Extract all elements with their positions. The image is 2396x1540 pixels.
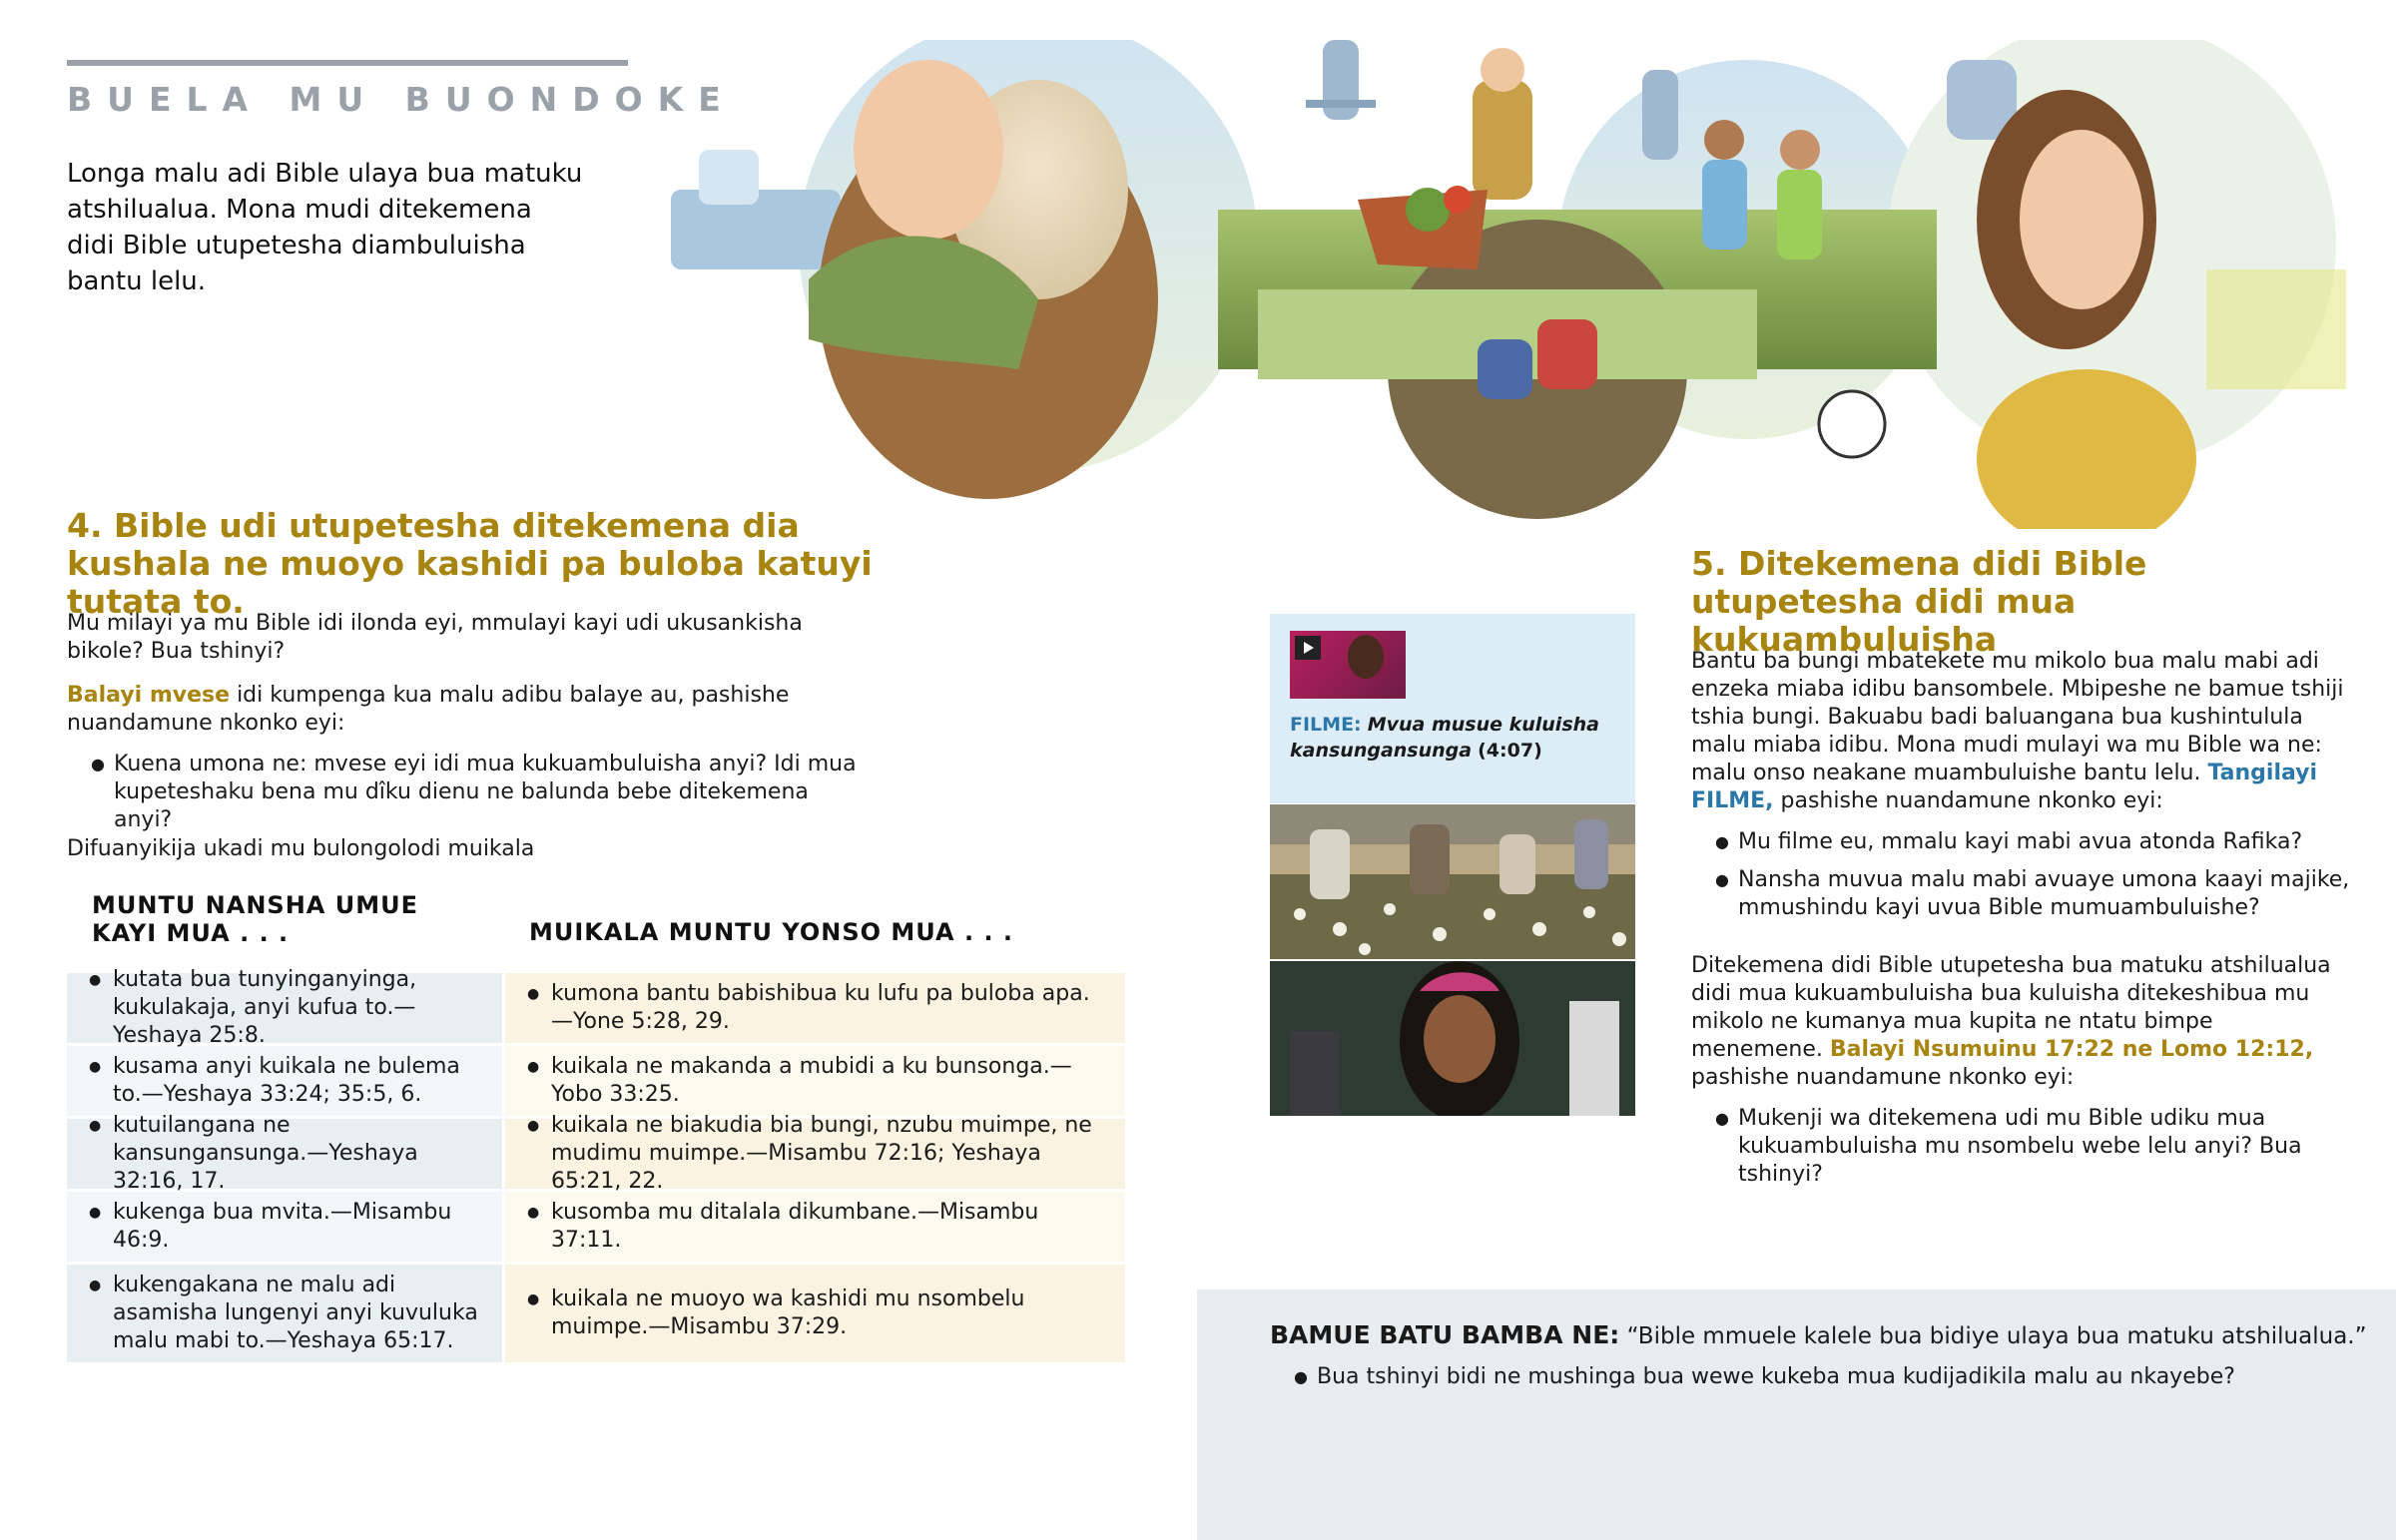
- intro-text: Longa malu adi Bible ulaya bua matuku atshilualua. Mona mudi ditekemena didi Bible utupetesha diambuluisha bantu lelu.: [67, 159, 583, 296]
- rafika-photo: [1270, 961, 1635, 1116]
- video-thumbnail-face: [1348, 635, 1384, 679]
- table-cell: ● kutata bua tunyinganyinga, kukulakaja, anyi kufua to.—Yeshaya 25:8.: [87, 966, 488, 1050]
- some-say-bullets: [1270, 1363, 2368, 1391]
- section-4-heading-line1: 4. Bible udi utupetesha ditekemena dia: [67, 506, 800, 545]
- table-col1-header: MUNTU NANSHA UMUE KAYI MUA . . .: [92, 891, 418, 947]
- some-say-label: BAMUE BATU BAMBA NE:: [1270, 1320, 1620, 1349]
- section-5-paragraph-1: [1691, 648, 2350, 815]
- section-5-heading: 5. Ditekemena didi Bible utupetesha didi mua kukuambuluisha: [1691, 544, 2147, 659]
- section-title: BUELA MU BUONDOKE: [67, 80, 736, 119]
- list-item: ● Mukenji wa ditekemena udi mu Bible udiku mua kukuambuluisha mu nsombelu webe lelu anyi? Bua tshinyi?: [1691, 1105, 2350, 1189]
- read-scriptures-link[interactable]: Balayi mvese: [67, 683, 231, 708]
- table-row: [67, 1192, 1125, 1262]
- video-title: Mvua musue kuluisha kansungansunga: [1290, 714, 1599, 762]
- table-cell: ● kutuilangana ne kansungansunga.—Yeshaya 32:16, 17.: [87, 1112, 488, 1196]
- para2-rest: pashishe nuandamune nkonko eyi:: [1691, 1065, 2075, 1090]
- list-item: ● Bua tshinyi bidi ne mushinga bua wewe kukeba mua kudijadikila malu au nkayebe?: [1270, 1363, 2368, 1391]
- list-item: ● Kuena umona ne: mvese eyi idi mua kukuambuluisha anyi? Idi mua kupeteshaku bena mu dîku dienu ne balunda bebe ditekemena anyi?: [67, 751, 866, 834]
- table-row: [67, 967, 1125, 1048]
- read-instruction-rest: idi kumpenga kua malu adibu balaye au, pashishe nuandamune nkonko eyi:: [67, 683, 790, 736]
- table-caption: Difuanyikija ukadi mu bulongolodi muikala: [67, 836, 535, 861]
- section-5-bullets-1: [1691, 828, 2350, 922]
- list-item: ● Nansha muvua malu mabi avuaye umona kaayi majike, mmushindu kayi uvua Bible mumuambuluishe?: [1691, 866, 2350, 922]
- section-4-read-instruction: [67, 682, 866, 738]
- table-row: [67, 1265, 1125, 1362]
- section-5-bullets-2: [1691, 1105, 2350, 1189]
- section-4-heading: [67, 507, 965, 621]
- video-tag: FILME:: [1290, 714, 1362, 736]
- section-4-question: Mu milayi ya mu Bible idi ilonda eyi, mmulayi kayi udi ukusankisha bikole? Bua tshinyi?: [67, 611, 803, 664]
- video-label[interactable]: [1290, 712, 1619, 764]
- some-say-quote: “Bible mmuele kalele bua bidiye ulaya bua matuku atshilualua.”: [1619, 1323, 2367, 1349]
- watch-video-link[interactable]: Tangilayi FILME,: [1691, 761, 2318, 813]
- table-cell: ● kuikala ne biakudia bia bungi, nzubu muimpe, ne mudimu muimpe.—Misambu 72:16; Yeshaya 65:21, 22.: [525, 1112, 1111, 1196]
- para1-rest: pashishe nuandamune nkonko eyi:: [1773, 788, 2163, 813]
- banner-illustration: [659, 40, 2346, 529]
- para2-text: Ditekemena didi Bible utupetesha bua matuku atshilualua didi mua kukuambuluisha bua kuluisha ditekeshibua mu mikolo ne kumanya mua kupita ne ntatu bimpe menemene.: [1691, 953, 2331, 1062]
- section-rule: [67, 60, 628, 66]
- table-cell: ● kumona bantu babishibua ku lufu pa buloba apa.—Yone 5:28, 29.: [525, 980, 1111, 1036]
- table-row: [67, 1046, 1125, 1116]
- read-proverbs-link[interactable]: Balayi Nsumuinu 17:22 ne Lomo 12:12,: [1829, 1037, 2314, 1062]
- cotton-field-photo: [1270, 804, 1635, 959]
- para1-text: Bantu ba bungi mbatekete mu mikolo bua malu mabi adi enzeka miaba idibu bansombele. Mbipeshe ne bamue tshiji tshia bungi. Bakuabu badi baluangana bua kushintulula malu miaba idibu. Mona mudi mulayi wa mu Bible wa ne: malu onso neakane muambuluishe bantu lelu.: [1691, 649, 2344, 785]
- section-4-heading-line2: kushala ne muoyo kashidi pa buloba katuyi tutata to.: [67, 544, 873, 621]
- table-cell: ● kukengakana ne malu adi asamisha lungenyi anyi kuvuluka malu mabi to.—Yeshaya 65:17.: [87, 1272, 488, 1355]
- play-icon[interactable]: [1295, 636, 1321, 660]
- table-row: [67, 1113, 1125, 1194]
- list-item: ● Mu filme eu, mmalu kayi mabi avua atonda Rafika?: [1691, 828, 2350, 856]
- table-cell: ● kusomba mu ditalala dikumbane.—Misambu 37:11.: [525, 1199, 1111, 1255]
- table-cell: ● kuikala ne muoyo wa kashidi mu nsombelu muimpe.—Misambu 37:29.: [525, 1285, 1111, 1341]
- table-cell: ● kukenga bua mvita.—Misambu 46:9.: [87, 1199, 488, 1255]
- table-cell: ● kusama anyi kuikala ne bulema to.—Yeshaya 33:24; 35:5, 6.: [87, 1053, 488, 1109]
- table-cell: ● kuikala ne makanda a mubidi a ku bunsonga.—Yobo 33:25.: [525, 1053, 1111, 1109]
- some-say-statement: [1270, 1318, 2368, 1353]
- video-duration: (4:07): [1478, 740, 1542, 762]
- section-4-bullets: [67, 751, 866, 834]
- section-5-paragraph-2: [1691, 952, 2350, 1092]
- comparison-table: [67, 967, 1125, 1362]
- table-col2-header: MUIKALA MUNTU YONSO MUA . . .: [529, 918, 1014, 946]
